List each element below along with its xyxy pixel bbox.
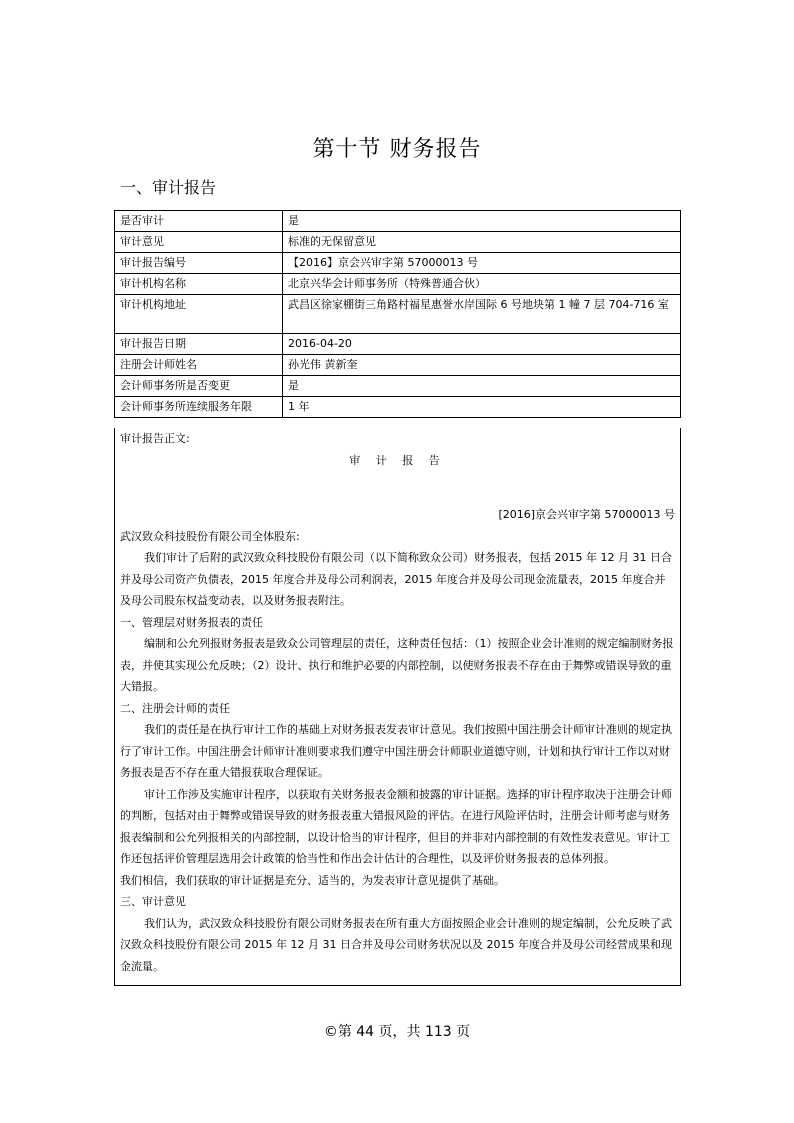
- row-label: 是否审计: [115, 211, 283, 232]
- report-reference: [2016]京会兴审字第 57000013 号: [498, 508, 675, 521]
- row-value: 是: [283, 376, 681, 397]
- row-label: 注册会计师姓名: [115, 355, 283, 376]
- row-label: 审计机构名称: [115, 274, 283, 295]
- report-paragraph: 我们的责任是在执行审计工作的基础上对财务报表发表审计意见。我们按照中国注册会计师审计准则的规定执行了审计工作。中国注册会计师审计准则要求我们遵守中国注册会计师职业道德守则，计划和执行审计工作以对财务报表是否不存在重大错报获取合理保证。: [120, 723, 672, 779]
- table-row: [115, 295, 681, 334]
- table-row: [115, 274, 681, 295]
- row-label: 会计师事务所连续服务年限: [115, 397, 283, 418]
- row-value: 是: [283, 211, 681, 232]
- report-addressee: 武汉致众科技股份有限公司全体股东:: [120, 529, 300, 543]
- table-row: [115, 376, 681, 397]
- report-paragraph: 我们认为，武汉致众科技股份有限公司财务报表在所有重大方面按照企业会计准则的规定编制，公允反映了武汉致众科技股份有限公司 2015 年 12 月 31 日合并及母公司财务状况以及 2015 年度合并及母公司经营成果和现金流量。: [120, 916, 672, 973]
- row-label: 会计师事务所是否变更: [115, 376, 283, 397]
- section-heading: 一、审计报告: [120, 178, 217, 197]
- row-label: 审计机构地址: [115, 295, 283, 334]
- report-paragraph: 我们审计了后附的武汉致众科技股份有限公司（以下简称致众公司）财务报表，包括 2015 年 12 月 31 日合并及母公司资产负债表，2015 年度合并及母公司利润表，2015 年度合并及母公司现金流量表，2015 年度合并及母公司股东权益变动表，以及财务报表附注。: [120, 551, 672, 607]
- row-label: 审计报告编号: [115, 253, 283, 274]
- table-row: [115, 232, 681, 253]
- report-label: 审计报告正文:: [120, 432, 190, 445]
- report-heading: 审 计 报 告: [349, 453, 446, 467]
- report-subheading: 三、审计意见: [120, 895, 186, 908]
- report-subheading: 二、注册会计师的责任: [120, 701, 230, 715]
- row-label: 审计意见: [115, 232, 283, 253]
- report-subheading: 一、管理层对财务报表的责任: [120, 615, 263, 629]
- audit-info-table: [114, 210, 681, 418]
- row-value: 1 年: [283, 397, 681, 418]
- row-value: 孙光伟 黄新奎: [283, 355, 681, 376]
- row-label: 审计报告日期: [115, 334, 283, 355]
- report-paragraph: 我们相信，我们获取的审计证据是充分、适当的，为发表审计意见提供了基础。: [120, 873, 505, 887]
- table-row: [115, 334, 681, 355]
- report-paragraph: 编制和公允列报财务报表是致众公司管理层的责任，这种责任包括：（1）按照企业会计准则的规定编制财务报表，并使其实现公允反映；（2）设计、执行和维护必要的内部控制，以使财务报表不存在由于舞弊或错误导致的重大错报。: [120, 637, 674, 693]
- report-paragraph: 审计工作涉及实施审计程序，以获取有关财务报表金额和披露的审计证据。选择的审计程序取决于注册会计师的判断，包括对由于舞弊或错误导致的财务报表重大错报风险的评估。在进行风险评估时，注册会计师考虑与财务报表编制和公允列报相关的内部控制，以设计恰当的审计程序，但目的并非对内部控制的有效性发表意见。审计工作还包括评价管理层选用会计政策的恰当性和作出会计估计的合理性，以及评价财务报表的总体列报。: [120, 787, 672, 865]
- table-row: [115, 253, 681, 274]
- row-value: 武昌区徐家棚街三角路村福星惠誉水岸国际 6 号地块第 1 幢 7 层 704-716 室: [283, 295, 681, 334]
- row-value: 北京兴华会计师事务所（特殊普通合伙）: [283, 274, 681, 295]
- row-value: 2016-04-20: [283, 334, 681, 355]
- row-value: 【2016】京会兴审字第 57000013 号: [283, 253, 681, 274]
- table-row: [115, 355, 681, 376]
- page-title: 第十节 财务报告: [312, 137, 482, 162]
- table-row: [115, 211, 681, 232]
- page-footer: ©第 44 页，共 113 页: [323, 1024, 471, 1040]
- table-row: [115, 397, 681, 418]
- row-value: 标准的无保留意见: [283, 232, 681, 253]
- audit-report-body: [114, 428, 681, 986]
